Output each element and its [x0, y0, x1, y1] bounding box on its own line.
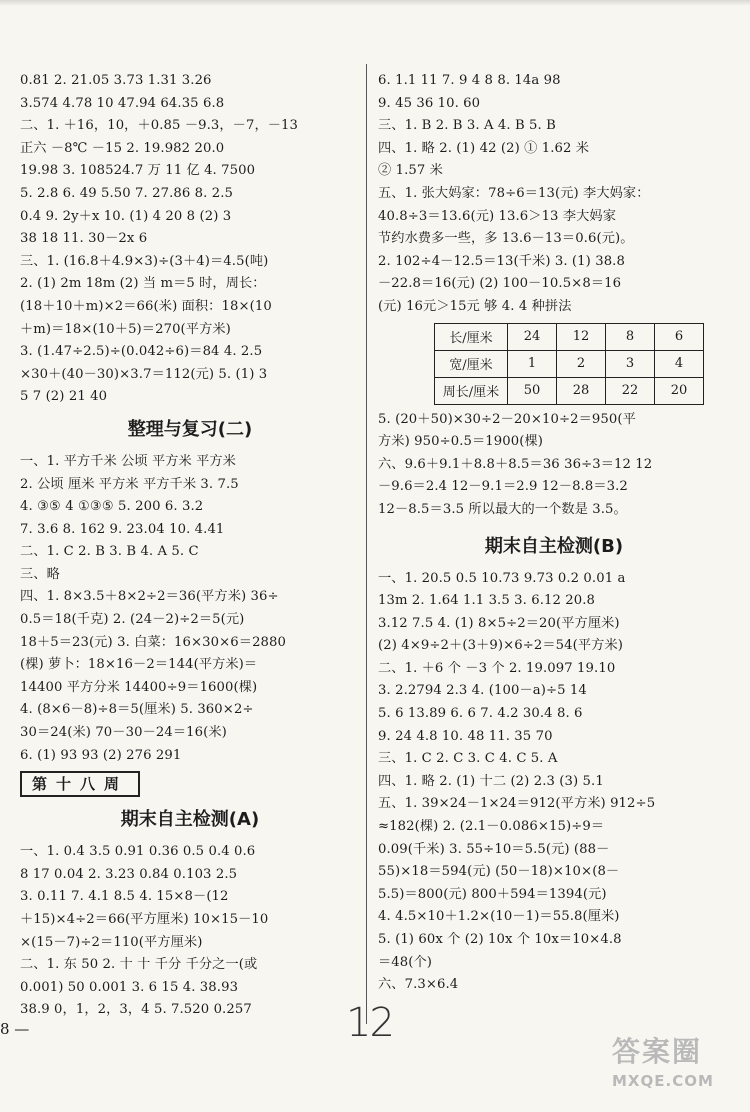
- left-answers-part-3: [20, 841, 360, 1022]
- table-cell: 20: [655, 377, 704, 404]
- left-column: [20, 70, 360, 1022]
- answer-line: 二、1. 东 50 2. 十 十 千分 千分之一(或: [20, 957, 258, 973]
- answer-line: 8 17 0.04 2. 3.23 0.84 0.103 2.5: [20, 866, 238, 882]
- answer-line: 12－8.5＝3.5 所以最大的一个数是 3.5。: [378, 501, 627, 517]
- table-cell: 8: [606, 323, 655, 350]
- left-answers-part-2: [20, 451, 360, 767]
- table-cell: 22: [606, 377, 655, 404]
- right-answers-part-1: [378, 70, 730, 319]
- answer-line: 0.5＝18(千克) 2. (24－2)÷2＝5(元): [20, 612, 245, 628]
- answer-line: 一、1. 平方千米 公顷 平方米 平方米: [20, 453, 236, 469]
- right-column: [378, 70, 730, 997]
- table-cell: 24: [508, 323, 557, 350]
- left-answers-part-1: [20, 70, 360, 409]
- table-cell: 3: [606, 350, 655, 377]
- answer-line: 3. 2.2794 2.3 4. (100－a)÷5 14: [378, 683, 587, 699]
- answer-line: (2) 4×9÷2＋(3＋9)×6÷2＝54(平方米): [378, 638, 623, 654]
- answer-line: 13m 2. 1.64 1.1 3.5 3. 6.12 20.8: [378, 593, 596, 609]
- answer-line: 38 18 11. 30－2x 6: [20, 231, 148, 247]
- table-row: [435, 377, 704, 404]
- answer-line: ＋15)×4÷2＝66(平方厘米) 10×15－10: [20, 912, 269, 927]
- answer-line: 6. (1) 93 93 (2) 276 291: [20, 747, 182, 763]
- table-cell: 50: [508, 377, 557, 404]
- answer-line: 五、1. 张大妈家：78÷6＝13(元) 李大妈家：: [378, 185, 650, 201]
- answer-line: 5 7 (2) 21 40: [20, 389, 108, 405]
- answer-line: －22.8＝16(元) (2) 100－10.5×8＝16: [378, 276, 622, 292]
- answer-line: 5. (1) 60x 个 (2) 10x 个 10x＝10×4.8: [378, 932, 622, 947]
- table-row-label: 宽/厘米: [435, 350, 508, 377]
- right-answers-part-3: [378, 568, 730, 997]
- answer-line: 3. (1.47÷2.5)÷(0.042÷6)＝84 4. 2.5: [20, 344, 263, 360]
- answer-line: 4. ③⑤ 4 ①③⑤ 5. 200 6. 3.2: [20, 499, 204, 515]
- answer-line: 40.8÷3＝13.6(元) 13.6＞13 李大妈家: [378, 208, 616, 224]
- answer-line: 4. (8×6－8)÷8＝5(厘米) 5. 360×2÷: [20, 702, 254, 718]
- answer-line: 38.9 0，1，2，3，4 5. 7.520 0.257: [20, 1002, 252, 1018]
- answer-line: 5. (20＋50)×30÷2－20×10÷2＝950(平: [378, 411, 636, 427]
- answer-line: ＝48(个): [378, 954, 433, 970]
- handwritten-number: 12: [346, 1000, 393, 1046]
- answer-line: ② 1.57 米: [378, 163, 443, 179]
- answer-line: 3. 0.11 7. 4.1 8.5 4. 15×8－(12: [20, 889, 229, 905]
- watermark-text: 答案圈: [612, 1035, 703, 1068]
- answer-line: 六、9.6＋9.1＋8.8＋8.5＝36 36÷3＝12 12: [378, 456, 653, 472]
- answer-line: 六、7.3×6.4: [378, 977, 459, 993]
- answer-line: 二、1. C 2. B 3. B 4. A 5. C: [20, 544, 199, 560]
- answer-line: 一、1. 20.5 0.5 10.73 9.73 0.2 0.01 a: [378, 570, 626, 586]
- answer-line: 一、1. 0.4 3.5 0.91 0.36 0.5 0.4 0.6: [20, 844, 256, 860]
- table-cell: 4: [655, 350, 704, 377]
- table-row: [435, 350, 704, 377]
- answer-line: 二、1. ＋16，10，＋0.85 －9.3，－7，－13: [20, 118, 298, 134]
- answer-line: 18＋5＝23(元) 3. 白菜：16×30×6＝2880: [20, 634, 287, 650]
- right-answers-part-2: [378, 409, 730, 522]
- answer-line: 4. 4.5×10＋1.2×(10－1)＝55.8(厘米): [378, 909, 620, 925]
- answer-line: 0.001) 50 0.001 3. 6 15 4. 38.93: [20, 979, 239, 995]
- answer-line: 0.09(千米) 3. 55÷10＝5.5(元) (88－: [378, 841, 610, 857]
- answer-line: (棵) 萝卜：18×16－2＝144(平方米)＝: [20, 657, 258, 673]
- exam-a-heading: 期末自主检测(A): [120, 809, 260, 831]
- answer-line: 7. 3.6 8. 162 9. 23.04 10. 4.41: [20, 521, 225, 537]
- answer-line: 55)×18＝594(元) (50－18)×10×(8－: [378, 864, 620, 880]
- answer-line: 9. 45 36 10. 60: [378, 95, 481, 111]
- watermark-logo: [612, 1030, 742, 1100]
- answer-line: ≈182(棵) 2. (2.1－0.086×15)÷9＝: [378, 819, 605, 835]
- watermark-url: MXQE.COM: [612, 1072, 714, 1090]
- table-cell: 6: [655, 323, 704, 350]
- answer-line: 14400 平方分米 14400÷9＝1600(棵): [20, 679, 258, 695]
- answer-line: 节约水费多一些，多 13.6－13＝0.6(元)。: [378, 231, 634, 247]
- table-cell: 28: [557, 377, 606, 404]
- answer-line: 0.4 9. 2y＋x 10. (1) 4 20 8 (2) 3: [20, 208, 232, 224]
- dimension-table: [434, 323, 704, 405]
- answer-line: 三、1. B 2. B 3. A 4. B 5. B: [378, 118, 556, 134]
- column-divider: [366, 64, 367, 1024]
- table-row: [435, 323, 704, 350]
- page-top-edge: [0, 0, 750, 6]
- answer-line: 方米) 950÷0.5＝1900(棵): [378, 434, 544, 450]
- answer-line: 19.98 3. 108524.7 万 11 亿 4. 7500: [20, 163, 256, 179]
- answer-line: 2. (1) 2m 18m (2) 当 m＝5 时，周长：: [20, 276, 266, 292]
- table-row-label: 周长/厘米: [435, 377, 508, 404]
- answer-line: 四、1. 略 2. (1) 42 (2) ① 1.62 米: [378, 140, 590, 156]
- table-row-label: 长/厘米: [435, 323, 508, 350]
- page-number: 8 —: [0, 1020, 30, 1038]
- answer-line: 三、略: [20, 566, 60, 582]
- answer-line: 2. 公顷 厘米 平方米 平方千米 3. 7.5: [20, 476, 239, 492]
- answer-line: ＋m)＝18×(10＋5)＝270(平方米): [20, 321, 231, 337]
- answer-line: 5. 2.8 6. 49 5.50 7. 27.86 8. 2.5: [20, 185, 234, 201]
- answer-line: 9. 24 4.8 10. 48 11. 35 70: [378, 728, 553, 744]
- answer-line: 五、1. 39×24－1×24＝912(平方米) 912÷5: [378, 796, 656, 812]
- answer-line: －9.6＝2.4 12－9.1＝2.9 12－8.8＝3.2: [378, 479, 628, 495]
- table-cell: 12: [557, 323, 606, 350]
- answer-line: 二、1. ＋6 个 －3 个 2. 19.097 19.10: [378, 660, 616, 676]
- answer-line: ×(15－7)÷2＝110(平方厘米): [20, 934, 203, 950]
- review-heading: 整理与复习(二): [127, 418, 253, 440]
- answer-line: 3.574 4.78 10 47.94 64.35 6.8: [20, 95, 225, 111]
- answer-line: 6. 1.1 11 7. 9 4 8 8. 14a 98: [378, 73, 561, 88]
- week-label-box: 第十八周: [20, 771, 140, 797]
- answer-line: 正六 －8℃ －15 2. 19.982 20.0: [20, 140, 225, 156]
- table-cell: 2: [557, 350, 606, 377]
- answer-line: 四、1. 8×3.5＋8×2÷2＝36(平方米) 36÷: [20, 589, 279, 605]
- answer-line: (元) 16元＞15元 够 4. 4 种拼法: [378, 298, 572, 314]
- answer-line: 30＝24(米) 70－30－24＝16(米): [20, 725, 227, 741]
- answer-line: 0.81 2. 21.05 3.73 1.31 3.26: [20, 73, 212, 88]
- answer-line: (18＋10＋m)×2＝66(米) 面积：18×(10: [20, 298, 272, 314]
- answer-line: 5. 6 13.89 6. 6 7. 4.2 30.4 8. 6: [378, 706, 583, 722]
- answer-line: 5.5)＝800(元) 800＋594＝1394(元): [378, 886, 607, 902]
- answer-line: 2. 102÷4－12.5＝13(千米) 3. (1) 38.8: [378, 253, 625, 269]
- exam-b-heading: 期末自主检测(B): [484, 535, 624, 557]
- answer-line: 三、1. (16.8＋4.9×3)÷(3＋4)＝4.5(吨): [20, 253, 269, 269]
- table-cell: 1: [508, 350, 557, 377]
- answer-line: 四、1. 略 2. (1) 十二 (2) 2.3 (3) 5.1: [378, 773, 604, 789]
- answer-line: ×30＋(40－30)×3.7＝112(元) 5. (1) 3: [20, 366, 268, 382]
- answer-line: 3.12 7.5 4. (1) 8×5÷2＝20(平方厘米): [378, 615, 620, 631]
- answer-line: 三、1. C 2. C 3. C 4. C 5. A: [378, 751, 558, 767]
